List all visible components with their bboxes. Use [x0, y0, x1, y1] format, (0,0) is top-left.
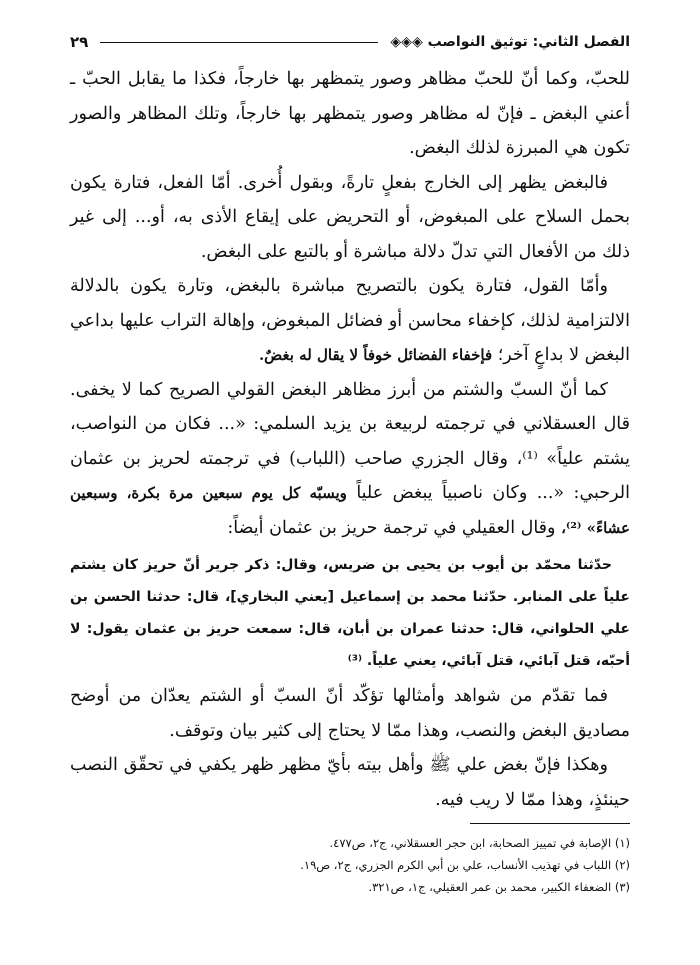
paragraph-3-text: وأمّا القول، فتارة يكون بالتصريح مباشرة بالبغض، وتارة يكون بالدلالة الالتزامية لذلك، كإخفاء محاسن أو فضائل المبغوض، وإهالة التراب عليها بداعي البغض لا بداعٍ آخر؛	[70, 276, 630, 365]
page-number: ٢٩	[70, 33, 89, 51]
quoted-narration: حدّثنا محمّد بن أيوب بن يحيى بن ضريس، وقال: ذكر جرير أنّ حريز كان يشتم علياً على المنابر. حدّثنا محمد بن إسماعيل [يعني البخاري]، قال: حدثنا الحسن بن علي الحلواني، قال: حدثنا عمران بن أبان، قال: سمعت حريز بن عثمان يقول: لا أحبّه، قتل آبائي، قتل آبائي، يعني علياً. ⁽³⁾	[70, 557, 630, 669]
running-header	[70, 30, 630, 54]
footnotes	[70, 823, 630, 898]
paragraph-3-bold: فإخفاء الفضائل خوفاً لا يقال له بغضٌ.	[258, 346, 493, 364]
paragraph-6: وهكذا فإنّ بغض علي ﷺ وأهل بيته بأيّ مظهر ظهر يكفي في تحقّق النصب حينئذٍ، وهذا ممّا لا ريب فيه.	[70, 755, 630, 810]
footnote-rule	[470, 823, 630, 824]
paragraph-1: للحبّ، وكما أنّ للحبّ مظاهر وصور يتمظهر بها خارجاً، فكذا ما يقابل الحبّ ـ أعني البغض ـ فإنّ له مظاهر وصور يتمظهر بها خارجاً، وتلك المظاهر والصور تكون هي المبرزة لذلك البغض.	[70, 69, 630, 158]
paragraph-5: فما تقدّم من شواهد وأمثالها تؤكّد أنّ السبّ أو الشتم يعدّان من أوضح مصاديق البغض والنصب، وهذا ممّا لا يحتاج إلى كثير بيان وتوقف.	[70, 686, 630, 741]
paragraph-2: فالبغض يظهر إلى الخارج بفعلٍ تارةً، وبقول أُخرى. أمّا الفعل، فتارة يكون بحمل السلاح على المبغوض، أو التحريض على إيقاع الأذى به، أو... إلى غير ذلك من الأفعال التي تدلّ دلالة مباشرة أو بالتبع على البغض.	[70, 172, 630, 262]
paragraph-4-end: وقال العقيلي في ترجمة حريز بن عثمان أيضاً:	[227, 517, 556, 538]
paragraph-4-text: كما أنّ السبّ والشتم من أبرز مظاهر البغض القولي الصريح كما لا يخفى. قال العسقلاني في ترجمته لربيعة بن يزيد السلمي: «... فكان من النواصب، يشتم علياً» ⁽¹⁾، وقال الجزري صاحب (اللباب) في ترجمته لحريز بن عثمان الرحبي: «... وكان ناصبياً يبغض علياً	[70, 379, 630, 503]
page-body	[70, 62, 630, 817]
header-rule	[100, 42, 378, 43]
footnote-2: (٢) اللباب في تهذيب الأنساب، علي بن أبي الكرم الجزري، ج٢، ص١٩.	[300, 858, 630, 872]
footnote-1: (١) الإصابة في تمييز الصحابة، ابن حجر العسقلاني، ج٢، ص٤٧٧.	[329, 836, 630, 850]
paragraph-4	[70, 373, 630, 546]
footnote-3: (٣) الضعفاء الكبير، محمد بن عمر العقيلي، ج١، ص٣٢١.	[368, 880, 630, 894]
paragraph-3	[70, 269, 630, 373]
chapter-title: الفصل الثاني: توثيق النواصب ◈◈◈	[390, 34, 630, 50]
paragraph-4-bold: ويسبّه كل يوم سبعين مرة بكرة، وسبعين عشاءً» ⁽²⁾،	[70, 484, 630, 537]
